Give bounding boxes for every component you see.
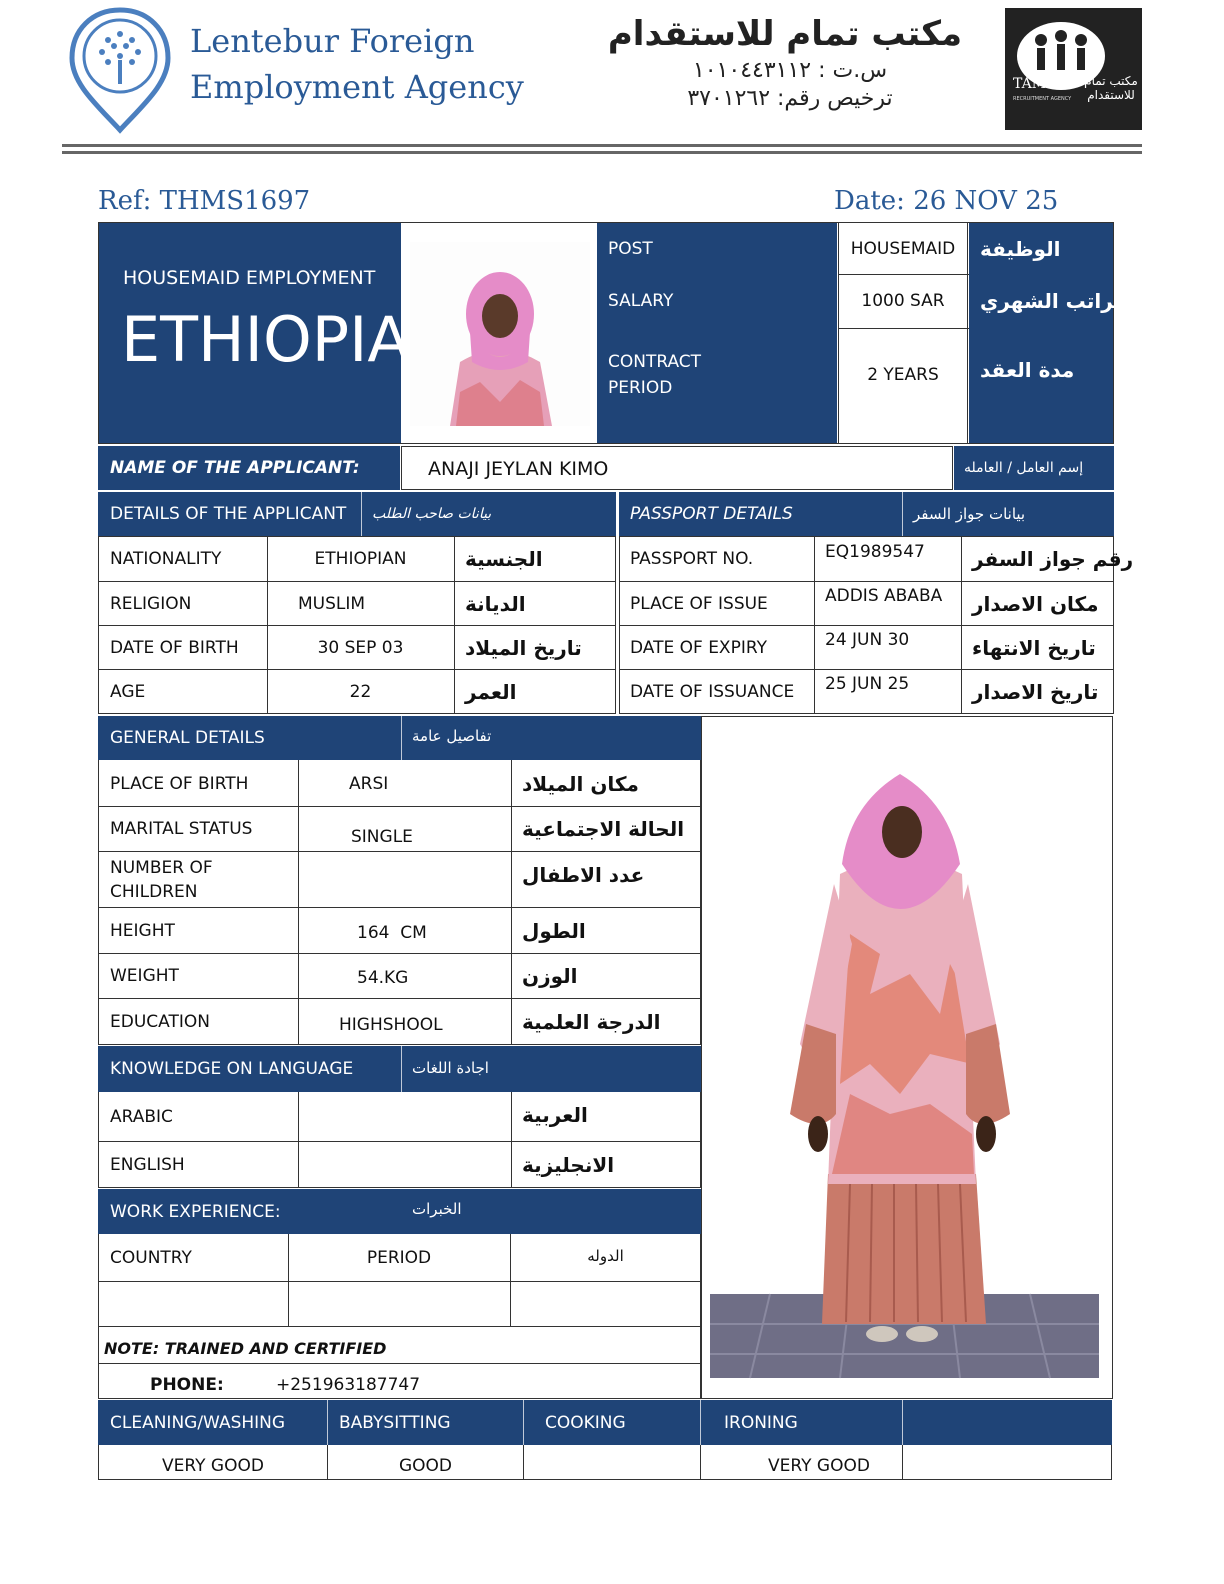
work-period-col: PERIOD [366, 1248, 432, 1268]
details-header-en: DETAILS OF THE APPLICANT [110, 504, 347, 524]
religion-label-ar: الديانة [465, 591, 526, 616]
country-banner [99, 223, 410, 443]
nationality-value: ETHIOPIAN [314, 549, 407, 569]
english-language-label-ar: الانجليزية [522, 1153, 615, 1177]
general-header-en: GENERAL DETAILS [110, 728, 265, 748]
agency-logo [68, 6, 172, 134]
weight-value: 54.KG [357, 968, 409, 988]
age-label: AGE [110, 681, 146, 702]
work-country-col-ar: الدوله [587, 1247, 624, 1265]
work-country-col: COUNTRY [110, 1248, 192, 1268]
skills-header-divider [902, 1400, 903, 1445]
education-label: EDUCATION [110, 1011, 210, 1032]
skills-header-divider [523, 1400, 524, 1445]
marital-status-value: SINGLE [351, 827, 413, 847]
place-of-birth-label-ar: مكان الميلاد [522, 771, 639, 796]
religion-value: MUSLIM [298, 593, 366, 614]
skill-cooking-label: COOKING [545, 1412, 626, 1433]
applicant-name: ANAJI JEYLAN KIMO [428, 458, 609, 480]
education-value: HIGHSHOOL [339, 1014, 443, 1035]
height-label-ar: الطول [522, 918, 586, 943]
date-of-expiry-label: DATE OF EXPIRY [630, 637, 767, 658]
skill-cleaning-level: VERY GOOD [162, 1456, 264, 1476]
job-row-divider [838, 274, 969, 275]
height-label: HEIGHT [110, 920, 175, 941]
dob-label-ar: تاريخ الميلاد [465, 635, 582, 660]
age-value: 22 [349, 681, 372, 702]
post-value: HOUSEMAID [850, 239, 956, 259]
age-label-ar: العمر [465, 679, 517, 704]
nationality-label-ar: الجنسية [465, 547, 543, 571]
passport-header-en: PASSPORT DETAILS [630, 504, 793, 524]
details-header-ar: بيانات صاحب الطلب [372, 506, 492, 522]
agency-name-line2: Employment Agency [190, 68, 524, 106]
children-label-ar: عدد الاطفال [522, 863, 645, 887]
weight-label: WEIGHT [110, 966, 179, 986]
skill-ironing-label: IRONING [724, 1412, 798, 1433]
passport-header-ar: بيانات جواز السفر [913, 505, 1026, 523]
marital-status-label-ar: الحالة الاجتماعية [522, 817, 685, 841]
work-row-divider [98, 1281, 701, 1282]
height-value: 164 CM [357, 922, 427, 943]
skill-cleaning-label: CLEANING/WASHING [110, 1412, 286, 1433]
place-of-birth-value: ARSI [349, 773, 389, 794]
weight-label-ar: الوزن [522, 964, 578, 988]
nationality-label: NATIONALITY [110, 549, 222, 569]
salary-value: 1000 SAR [861, 291, 945, 311]
marital-status-label: MARITAL STATUS [110, 819, 253, 839]
language-header-ar: اجادة اللغات [412, 1059, 489, 1077]
salary-label: SALARY [608, 291, 674, 311]
children-value [299, 852, 510, 907]
passport-no-label: PASSPORT NO. [630, 549, 754, 569]
contract-period-label-ar: مدة العقد [980, 358, 1075, 382]
training-note: NOTE: TRAINED AND CERTIFIED [104, 1338, 387, 1358]
skill-babysitting-level: GOOD [398, 1456, 453, 1476]
date-of-issuance-label-ar: تاريخ الاصدار [972, 679, 1099, 704]
date-of-expiry-label-ar: تاريخ الانتهاء [972, 635, 1096, 660]
phone-number: +251963187747 [276, 1375, 421, 1395]
dob-value: 30 SEP 03 [317, 637, 404, 658]
skills-header-divider [700, 1400, 701, 1445]
banner-country: ETHIOPIA [121, 303, 410, 376]
tamam-logo-arabic: مكتب تمام للاستقدام [1084, 74, 1138, 102]
full-body-photo [710, 734, 1099, 1378]
place-of-birth-label: PLACE OF BIRTH [110, 773, 249, 794]
banner-subtitle: HOUSEMAID EMPLOYMENT [123, 267, 376, 289]
dob-label: DATE OF BIRTH [110, 637, 239, 658]
arabic-language-label: ARABIC [110, 1107, 173, 1127]
contract-period-value: 2 YEARS [867, 365, 939, 385]
arabic-language-label-ar: العربية [522, 1103, 588, 1127]
passport-no-value: EQ1989547 [825, 542, 925, 562]
contract-period-label: CONTRACT PERIOD [608, 352, 702, 398]
religion-label: RELIGION [110, 593, 192, 614]
place-of-issue-value: ADDIS ABABA [825, 586, 943, 606]
post-label: POST [608, 239, 653, 259]
tamam-logo-sub: RECRUITMENT AGENCY [1013, 96, 1072, 102]
skill-cooking-level [524, 1450, 700, 1482]
english-language-label: ENGLISH [110, 1155, 185, 1175]
skills-header-divider [327, 1400, 328, 1445]
english-language-value [299, 1142, 510, 1188]
applicant-name-label-ar: إسم العامل / العامله [964, 460, 1084, 476]
header-divider [62, 144, 1142, 154]
work-header-ar: الخبرات [412, 1200, 462, 1218]
date-of-issuance-value: 25 JUN 25 [825, 674, 910, 694]
education-label-ar: الدرجة العلمية [522, 1009, 661, 1034]
skill-ironing-level: VERY GOOD [768, 1456, 870, 1476]
tamam-logo-text: TAMAM [1013, 76, 1071, 92]
general-header-ar: تفاصيل عامة [412, 727, 492, 745]
job-row-divider [838, 328, 969, 329]
phone-label: PHONE: [150, 1375, 224, 1395]
reference-number: Ref: THMS1697 [98, 186, 311, 216]
tamam-logo [1005, 8, 1142, 130]
skill-extra-label [904, 1400, 1110, 1445]
arabic-agency-title: مكتب تمام للاستقدام [607, 14, 963, 54]
arabic-cr-number: س.ت : ١٠١٠٤٤٣١١٢ [692, 58, 888, 83]
work-header-en: WORK EXPERIENCE: [110, 1201, 281, 1222]
applicant-name-label: NAME OF THE APPLICANT: [110, 458, 360, 478]
salary-label-ar: الراتب الشهري [980, 289, 1128, 313]
place-of-issue-label-ar: مكان الاصدار [972, 591, 1099, 616]
portrait-photo [410, 242, 590, 426]
document-date: Date: 26 NOV 25 [834, 186, 1059, 216]
children-label: NUMBER OF CHILDREN [110, 857, 213, 902]
arabic-license-number: ترخيص رقم: ٣٧٠١٢٦٢ [687, 86, 893, 111]
post-label-ar: الوظيفة [980, 237, 1061, 261]
date-of-expiry-value: 24 JUN 30 [825, 630, 910, 650]
passport-no-label-ar: رقم جواز السفر [972, 547, 1134, 571]
place-of-issue-label: PLACE OF ISSUE [630, 593, 768, 614]
arabic-language-value [299, 1093, 510, 1141]
date-of-issuance-label: DATE OF ISSUANCE [630, 681, 795, 702]
skill-babysitting-label: BABYSITTING [339, 1412, 451, 1433]
agency-name-line1: Lentebur Foreign [190, 22, 475, 60]
skill-extra-level [903, 1450, 1111, 1482]
language-header-en: KNOWLEDGE ON LANGUAGE [110, 1059, 354, 1079]
